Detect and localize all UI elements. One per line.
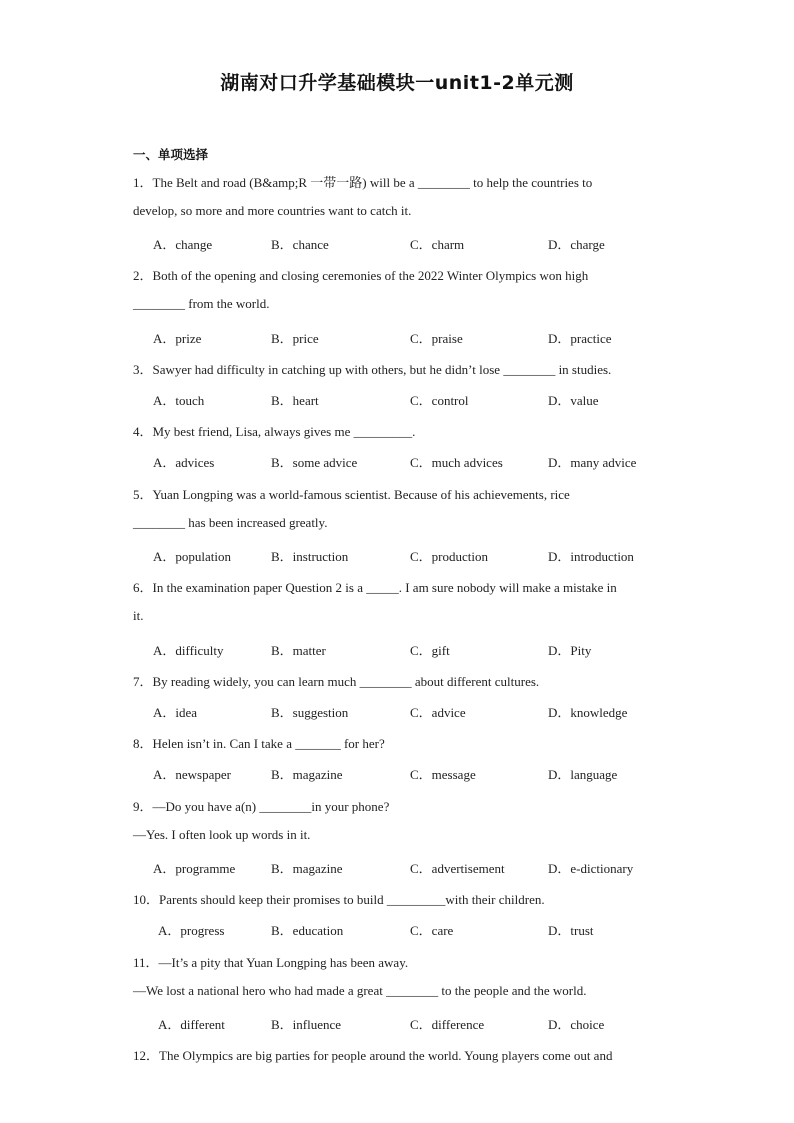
question-10-line-1: 10．Parents should keep their promises to build _________with their children.: [133, 892, 545, 907]
question-4-options: [133, 452, 693, 470]
option-c[interactable]: C．charm: [410, 237, 465, 252]
option-b[interactable]: B．matter: [271, 643, 326, 658]
option-d[interactable]: D．choice: [548, 1017, 605, 1032]
option-c[interactable]: C．message: [410, 767, 476, 782]
question-8-options: [133, 764, 693, 782]
option-d[interactable]: D．many advice: [548, 455, 637, 470]
option-c[interactable]: C．praise: [410, 331, 463, 346]
question-6-options: [133, 640, 693, 658]
option-c[interactable]: C．gift: [410, 643, 450, 658]
option-b[interactable]: B．influence: [271, 1017, 342, 1032]
question-6-line-1: 6．In the examination paper Question 2 is a _____. I am sure nobody will make a mistake in: [133, 580, 617, 595]
question-5-options: [133, 546, 693, 564]
option-a[interactable]: A．programme: [153, 861, 236, 876]
option-d[interactable]: D．e-dictionary: [548, 861, 634, 876]
option-b[interactable]: B．instruction: [271, 549, 349, 564]
question-1-options: [133, 234, 693, 252]
question-3-options: [133, 390, 693, 408]
option-b[interactable]: B．chance: [271, 237, 329, 252]
option-a[interactable]: A．population: [153, 549, 231, 564]
question-9-line-2: —Yes. I often look up words in it.: [133, 827, 311, 842]
question-9-line-1: 9．—Do you have a(n) ________in your phone?: [133, 799, 390, 814]
option-d[interactable]: D．charge: [548, 237, 605, 252]
option-d[interactable]: D．introduction: [548, 549, 634, 564]
option-b[interactable]: B．price: [271, 331, 319, 346]
option-c[interactable]: C．difference: [410, 1017, 485, 1032]
option-b[interactable]: B．suggestion: [271, 705, 349, 720]
section-heading: 一、单项选择: [133, 147, 209, 162]
option-b[interactable]: B．education: [271, 923, 344, 938]
option-d[interactable]: D．practice: [548, 331, 612, 346]
option-a[interactable]: A．progress: [158, 923, 225, 938]
option-a[interactable]: A．change: [153, 237, 213, 252]
option-c[interactable]: C．production: [410, 549, 488, 564]
question-11-line-1: 11．—It’s a pity that Yuan Longping has been away.: [133, 955, 409, 970]
question-9-options: [133, 858, 693, 876]
question-2-line-1: 2．Both of the opening and closing ceremonies of the 2022 Winter Olympics won high: [133, 268, 589, 283]
option-d[interactable]: D．value: [548, 393, 599, 408]
option-b[interactable]: B．magazine: [271, 767, 343, 782]
option-d[interactable]: D．trust: [548, 923, 594, 938]
question-11-line-2: —We lost a national hero who had made a great ________ to the people and the world.: [133, 983, 587, 998]
question-6-line-2: it.: [133, 608, 144, 623]
question-1-line-2: develop, so more and more countries want to catch it.: [133, 203, 412, 218]
page-title: 湖南对口升学基础模块一unit1-2单元测: [220, 72, 574, 94]
option-c[interactable]: C．advice: [410, 705, 466, 720]
option-a[interactable]: A．difficulty: [153, 643, 224, 658]
question-2-line-2: ________ from the world.: [133, 296, 270, 311]
option-b[interactable]: B．heart: [271, 393, 319, 408]
option-a[interactable]: A．advices: [153, 455, 215, 470]
question-4-line-1: 4．My best friend, Lisa, always gives me _________.: [133, 424, 416, 439]
question-3-line-1: 3．Sawyer had difficulty in catching up with others, but he didn’t lose ________ in studies.: [133, 362, 612, 377]
question-12-line-1: 12．The Olympics are big parties for people around the world. Young players come out and: [133, 1048, 613, 1063]
option-a[interactable]: A．different: [158, 1017, 225, 1032]
option-d[interactable]: D．knowledge: [548, 705, 628, 720]
option-a[interactable]: A．idea: [153, 705, 198, 720]
option-d[interactable]: D．language: [548, 767, 618, 782]
option-c[interactable]: C．much advices: [410, 455, 503, 470]
option-a[interactable]: A．prize: [153, 331, 202, 346]
question-1-line-1: 1．The Belt and road (B&amp;R 一带一路) will be a ________ to help the countries to: [133, 175, 593, 190]
option-a[interactable]: A．newspaper: [153, 767, 231, 782]
question-2-options: [133, 328, 693, 346]
question-5-line-1: 5．Yuan Longping was a world-famous scientist. Because of his achievements, rice: [133, 487, 570, 502]
option-b[interactable]: B．some advice: [271, 455, 358, 470]
question-5-line-2: ________ has been increased greatly.: [133, 515, 328, 530]
option-b[interactable]: B．magazine: [271, 861, 343, 876]
question-10-options: [133, 920, 693, 938]
question-11-options: [133, 1014, 693, 1032]
option-c[interactable]: C．control: [410, 393, 469, 408]
option-d[interactable]: D．Pity: [548, 643, 592, 658]
option-c[interactable]: C．advertisement: [410, 861, 505, 876]
option-c[interactable]: C．care: [410, 923, 454, 938]
question-7-options: [133, 702, 693, 720]
question-8-line-1: 8．Helen isn’t in. Can I take a _______ for her?: [133, 736, 385, 751]
option-a[interactable]: A．touch: [153, 393, 205, 408]
question-7-line-1: 7．By reading widely, you can learn much ________ about different cultures.: [133, 674, 540, 689]
